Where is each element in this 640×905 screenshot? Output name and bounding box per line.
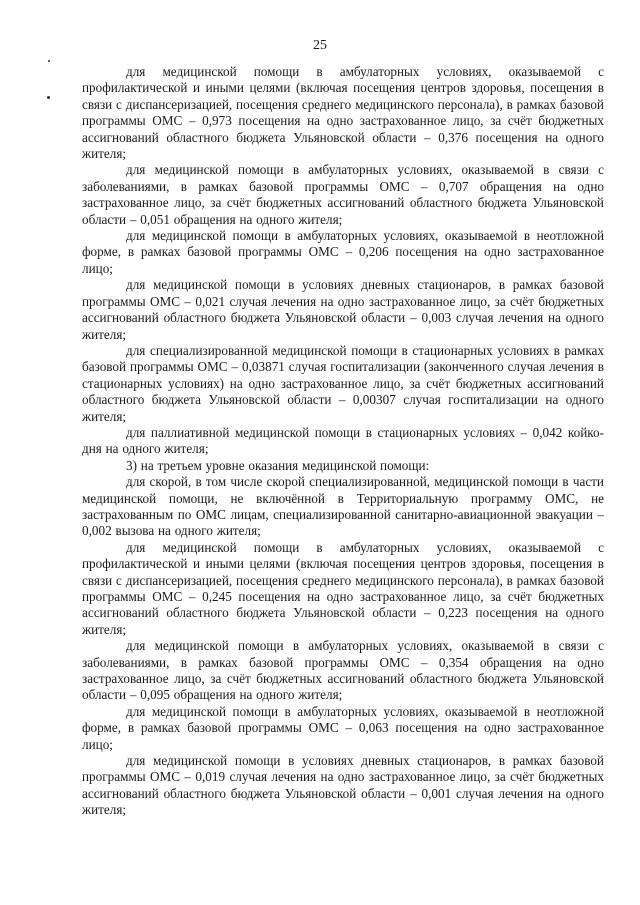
margin-mark: [47, 96, 50, 99]
paragraph: для медицинской помощи в условиях дневных стационаров, в рамках базовой программы ОМС – 0,019 случая лечения на одно застрахованное лицо, за счёт бюджетных ассигнований областного бюджета Ульяновской области – 0,001 случая лечения на одного жителя;: [82, 753, 604, 818]
paragraph: для скорой, в том числе скорой специализированной, медицинской помощи в части медицинской помощи, не включённой в Территориальную программу ОМС, не застрахованным по ОМС лицам, специализированной санитарно-авиационной эвакуации – 0,002 вызова на одного жителя;: [82, 474, 604, 539]
paragraph: для медицинской помощи в амбулаторных условиях, оказываемой в связи с заболеваниями, в рамках базовой программы ОМС – 0,354 обращения на одно застрахованное лицо, за счёт бюджетных ассигнований областного бюджета Ульяновской области – 0,095 обращения на одного жителя;: [82, 638, 604, 703]
margin-mark: [48, 60, 50, 62]
paragraph: для медицинской помощи в амбулаторных условиях, оказываемой в неотложной форме, в рамках базовой программы ОМС – 0,063 посещения на одно застрахованное лицо;: [82, 703, 604, 752]
paragraph: для специализированной медицинской помощи в стационарных условиях в рамках базовой программы ОМС – 0,03871 случая госпитализации (законченного случая лечения в стационарных условиях) на одно застрахованное лицо, за счёт бюджетных ассигнований областного бюджета Ульяновской области – 0,00307 случая госпитализации на одного жителя;: [82, 342, 604, 424]
paragraph: для медицинской помощи в амбулаторных условиях, оказываемой в неотложной форме, в рамках базовой программы ОМС – 0,206 посещения на одно застрахованное лицо;: [82, 228, 604, 276]
document-body: [82, 64, 604, 819]
paragraph: для медицинской помощи в амбулаторных условиях, оказываемой в связи с заболеваниями, в рамках базовой программы ОМС – 0,707 обращения на одно застрахованное лицо, за счёт бюджетных ассигнований областного бюджета Ульяновской области – 0,051 обращения на одного жителя;: [82, 162, 604, 227]
paragraph: для медицинской помощи в амбулаторных условиях, оказываемой с профилактической и иными целями (включая посещения центров здоровья, посещения в связи с диспансеризацией, посещения среднего медицинского персонала), в рамках базовой программы ОМС – 0,973 посещения на одно застрахованное лицо, за счёт бюджетных ассигнований областного бюджета Ульяновской области – 0,376 посещения на одного жителя;: [82, 64, 604, 162]
paragraph: для медицинской помощи в амбулаторных условиях, оказываемой с профилактической и иными целями (включая посещения центров здоровья, посещения в связи с диспансеризацией, посещения среднего медицинского персонала), в рамках базовой программы ОМС – 0,245 посещения на одно застрахованное лицо, за счёт бюджетных ассигнований областного бюджета Ульяновской области – 0,223 посещения на одного жителя;: [82, 539, 604, 637]
paragraph: для паллиативной медицинской помощи в стационарных условиях – 0,042 койко-дня на одного жителя;: [82, 424, 604, 457]
section-item-heading: 3) на третьем уровне оказания медицинской помощи:: [126, 457, 430, 473]
page-number: 25: [313, 38, 327, 53]
paragraph: для медицинской помощи в условиях дневных стационаров, в рамках базовой программы ОМС – 0,021 случая лечения на одно застрахованное лицо, за счёт бюджетных ассигнований областного бюджета Ульяновской области – 0,003 случая лечения на одного жителя;: [82, 277, 604, 342]
